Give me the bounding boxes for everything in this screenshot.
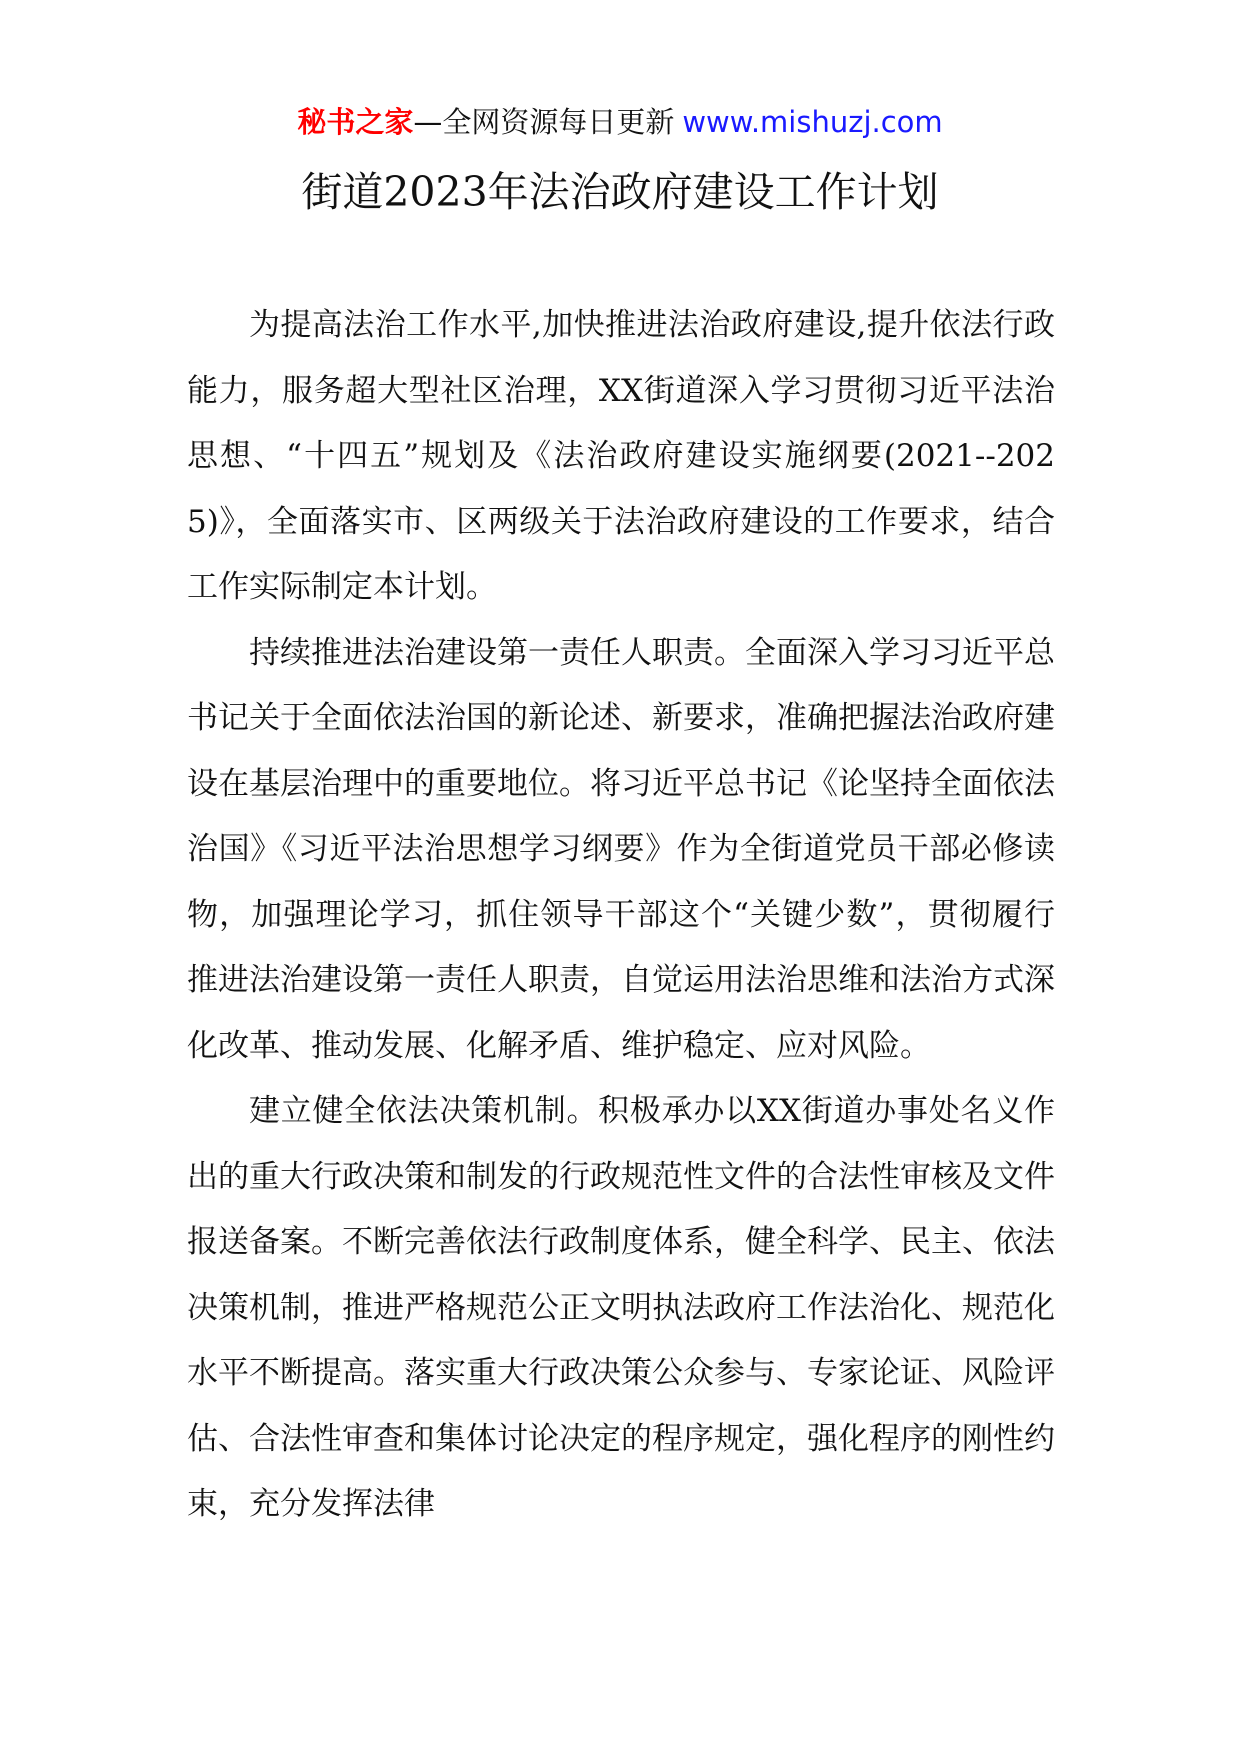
document-body	[187, 293, 1055, 1538]
site-brand: 秘书之家	[297, 105, 414, 139]
paragraph-intro: 为提高法治工作水平,加快推进法治政府建设,提升依法行政能力，服务超大型社区治理，XX街道深入学习贯彻习近平法治思想、“十四五”规划及《法治政府建设实施纲要(2021--2025)》，全面落实市、区两级关于法治政府建设的工作要求，结合工作实际制定本计划。	[187, 307, 1055, 605]
site-url-link[interactable]: www.mishuzj.com	[682, 105, 943, 139]
site-header	[0, 102, 1240, 142]
paragraph-responsibility: 持续推进法治建设第一责任人职责。全面深入学习习近平总书记关于全面依法治国的新论述、新要求，准确把握法治政府建设在基层治理中的重要地位。将习近平总书记《论坚持全面依法治国》《习近平法治思想学习纲要》作为全街道党员干部必修读物，加强理论学习，抓住领导干部这个“关键少数”，贯彻履行推进法治建设第一责任人职责，自觉运用法治思维和法治方式深化改革、推动发展、化解矛盾、维护稳定、应对风险。	[187, 634, 1055, 1064]
document-title: 街道2023年法治政府建设工作计划	[301, 168, 939, 216]
site-tagline: —全网资源每日更新	[413, 105, 675, 139]
paragraph-decision-mechanism: 建立健全依法决策机制。积极承办以XX街道办事处名义作出的重大行政决策和制发的行政规范性文件的合法性审核及文件报送备案。不断完善依法行政制度体系，健全科学、民主、依法决策机制，推进严格规范公正文明执法政府工作法治化、规范化水平不断提高。落实重大行政决策公众参与、专家论证、风险评估、合法性审查和集体讨论决定的程序规定，强化程序的刚性约束，充分发挥法律	[187, 1093, 1055, 1522]
